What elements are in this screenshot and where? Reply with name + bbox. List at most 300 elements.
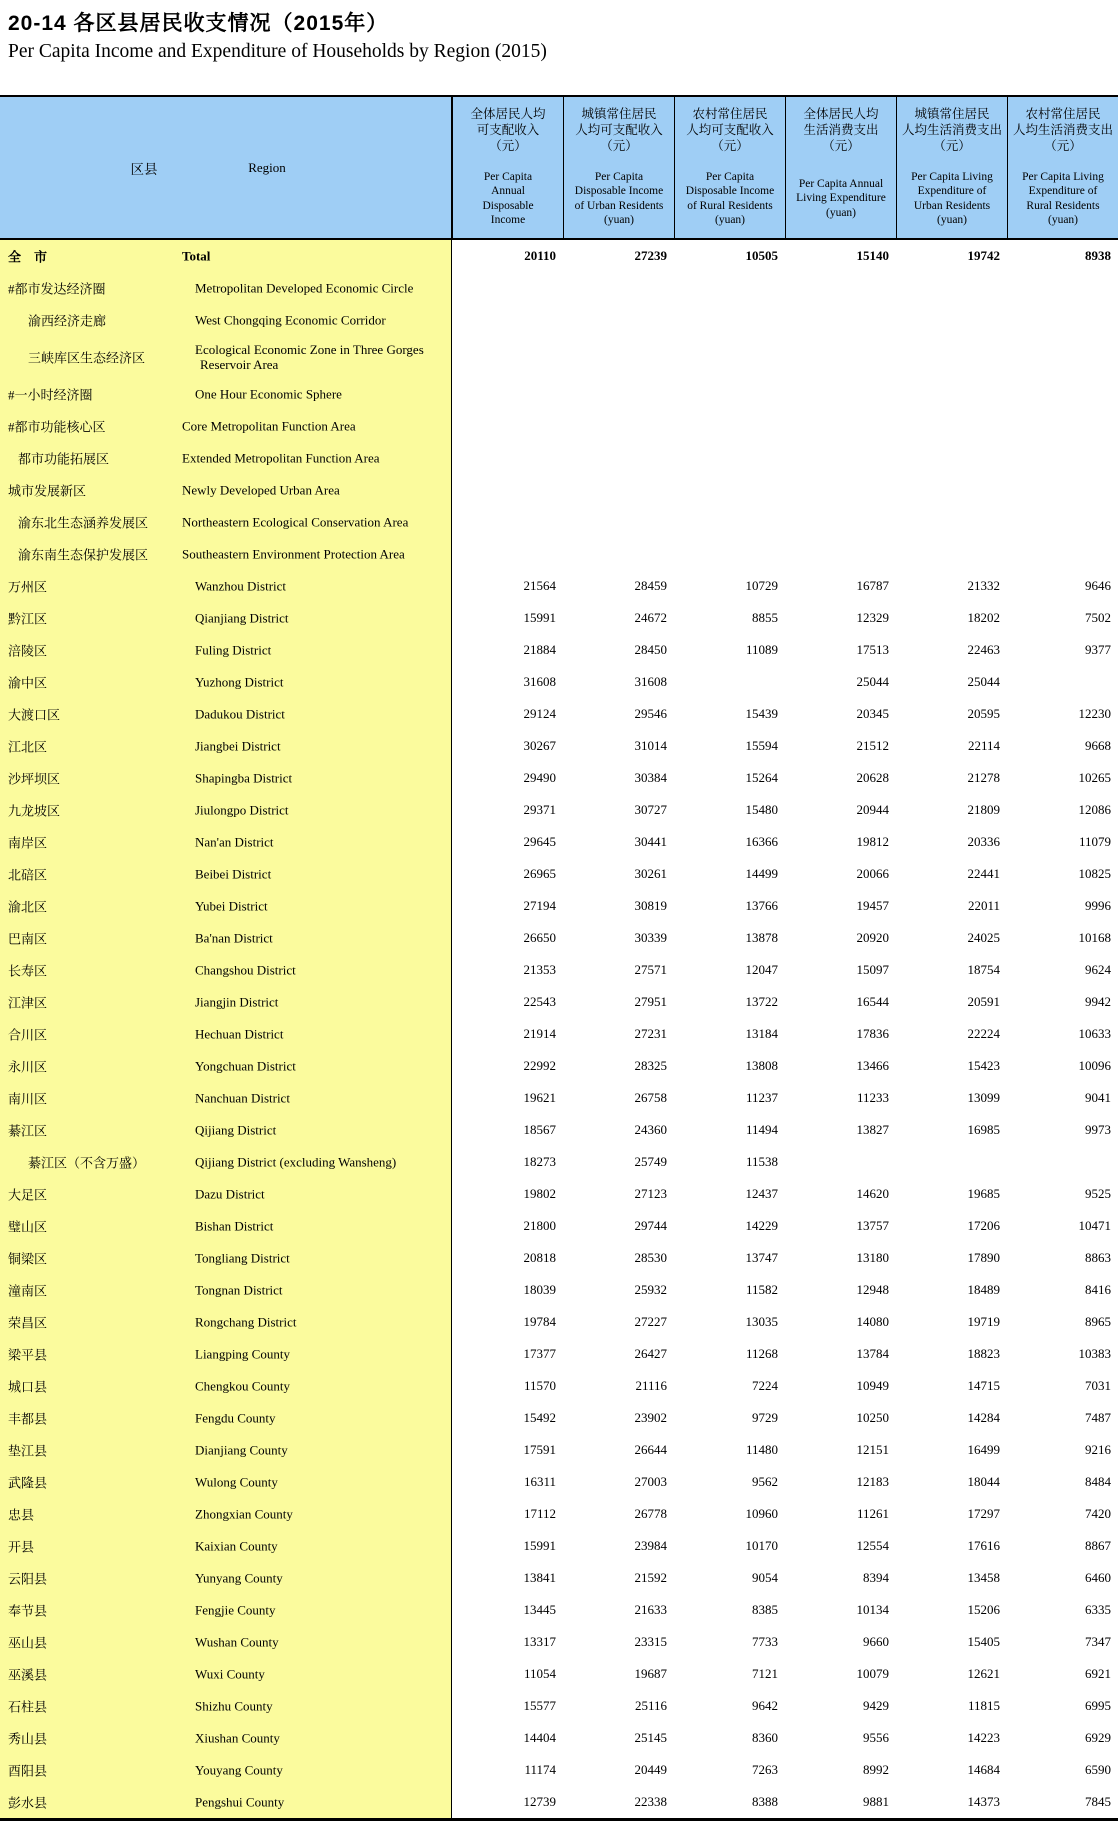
region-cell xyxy=(0,1274,452,1306)
region-name-en: Yongchuan District xyxy=(195,1058,296,1074)
header-region-cell xyxy=(0,97,452,238)
region-cell xyxy=(0,1530,452,1562)
region-cell xyxy=(0,272,452,304)
region-name-cn: 南川区 xyxy=(8,1091,48,1107)
region-name-en: Fengjie County xyxy=(195,1602,276,1618)
region-name-cn: 大足区 xyxy=(8,1187,48,1203)
region-cell xyxy=(0,304,452,336)
table-row xyxy=(0,1178,1118,1210)
value-cell-col4 xyxy=(785,272,896,304)
value-cell-col3: 10729 xyxy=(745,578,778,593)
value-cell-col3 xyxy=(674,666,785,698)
table-row xyxy=(0,1402,1118,1434)
value-cell-col4 xyxy=(785,304,896,336)
value-cell-col2 xyxy=(563,442,674,474)
value-cell-col6: 8416 xyxy=(1085,1282,1111,1297)
value-cell-col1: 22992 xyxy=(523,1058,556,1073)
region-name-en: Fengdu County xyxy=(195,1410,276,1426)
value-cell-col5: 25044 xyxy=(967,674,1000,689)
value-cell-col6: 10096 xyxy=(1078,1058,1111,1073)
value-cell-col3: 11480 xyxy=(745,1442,778,1457)
value-cell-col3: 11538 xyxy=(745,1154,778,1169)
region-name-en: Tongnan District xyxy=(195,1282,283,1298)
value-cell-col5 xyxy=(896,506,1007,538)
value-cell-col3: 11237 xyxy=(745,1090,778,1105)
region-name-cn: 綦江区 xyxy=(8,1123,48,1139)
column-header-en: Per Capita Annual Living Expenditure (yuan) xyxy=(796,177,886,219)
region-name-cn: 开县 xyxy=(8,1539,35,1555)
value-cell-col1: 15492 xyxy=(523,1410,556,1425)
table-row xyxy=(0,794,1118,826)
region-cell xyxy=(0,474,452,506)
region-cell xyxy=(0,1498,452,1530)
region-name-cn: 潼南区 xyxy=(8,1283,48,1299)
value-cell-col5 xyxy=(896,336,1007,378)
column-header-cn: 农村常住居民 人均生活消费支出 （元） xyxy=(1012,107,1113,153)
value-cell-col4: 19457 xyxy=(856,898,889,913)
value-cell-col1 xyxy=(452,378,563,410)
table-row xyxy=(0,1658,1118,1690)
value-cell-col5: 20591 xyxy=(967,994,1000,1009)
value-cell-col4 xyxy=(785,538,896,570)
region-name-en: Fuling District xyxy=(195,642,272,658)
value-cell-col2: 27003 xyxy=(634,1474,667,1489)
region-name-en: Newly Developed Urban Area xyxy=(182,482,340,498)
value-cell-col3: 13766 xyxy=(745,898,778,913)
value-cell-col2: 30819 xyxy=(634,898,667,913)
region-cell xyxy=(0,538,452,570)
table-row xyxy=(0,1690,1118,1722)
value-cell-col4 xyxy=(785,410,896,442)
table-row xyxy=(0,922,1118,954)
value-cell-col4: 12554 xyxy=(856,1538,889,1553)
region-cell xyxy=(0,954,452,986)
value-cell-col2 xyxy=(563,272,674,304)
region-name-en: Jiulongpo District xyxy=(195,802,289,818)
region-name-cn: 石柱县 xyxy=(8,1699,48,1715)
value-cell-col1: 20110 xyxy=(524,248,556,263)
value-cell-col4: 20345 xyxy=(856,706,889,721)
value-cell-col2: 27571 xyxy=(634,962,667,977)
region-name-en: Metropolitan Developed Economic Circle xyxy=(195,280,414,296)
table-row xyxy=(0,1338,1118,1370)
value-cell-col2: 28450 xyxy=(634,642,667,657)
region-cell xyxy=(0,730,452,762)
value-cell-col2: 23315 xyxy=(634,1634,667,1649)
value-cell-col1: 12739 xyxy=(523,1794,556,1809)
value-cell-col3 xyxy=(674,506,785,538)
value-cell-col6 xyxy=(1007,304,1118,336)
value-cell-col4: 11233 xyxy=(856,1090,889,1105)
region-name-en: Hechuan District xyxy=(195,1026,284,1042)
value-cell-col2: 28459 xyxy=(634,578,667,593)
value-cell-col2: 25749 xyxy=(634,1154,667,1169)
value-cell-col2 xyxy=(563,336,674,378)
value-cell-col3: 11268 xyxy=(745,1346,778,1361)
region-name-cn: 巴南区 xyxy=(8,931,48,947)
value-cell-col1: 18273 xyxy=(523,1154,556,1169)
region-name-cn: 永川区 xyxy=(8,1059,48,1075)
value-cell-col2: 26778 xyxy=(634,1506,667,1521)
value-cell-col1 xyxy=(452,336,563,378)
table-row xyxy=(0,506,1118,538)
table-row xyxy=(0,1594,1118,1626)
region-cell xyxy=(0,986,452,1018)
value-cell-col6: 7487 xyxy=(1085,1410,1111,1425)
value-cell-col4: 20628 xyxy=(856,770,889,785)
region-name-en: Kaixian County xyxy=(195,1538,278,1554)
region-name-cn: 九龙坡区 xyxy=(8,803,61,819)
table-row xyxy=(0,1082,1118,1114)
region-name-en: Youyang County xyxy=(195,1762,283,1778)
value-cell-col5: 18823 xyxy=(967,1346,1000,1361)
column-header-en: Per Capita Disposable Income of Rural Residents (yuan) xyxy=(685,170,775,226)
value-cell-col6: 6460 xyxy=(1085,1570,1111,1585)
value-cell-col2: 23984 xyxy=(634,1538,667,1553)
value-cell-col4: 8394 xyxy=(863,1570,889,1585)
value-cell-col4: 10134 xyxy=(856,1602,889,1617)
region-name-cn: 綦江区（不含万盛） xyxy=(28,1155,146,1171)
value-cell-col3 xyxy=(674,474,785,506)
value-cell-col1: 22543 xyxy=(523,994,556,1009)
value-cell-col4: 9660 xyxy=(863,1634,889,1649)
value-cell-col3: 15439 xyxy=(745,706,778,721)
table-row xyxy=(0,442,1118,474)
value-cell-col4: 14620 xyxy=(856,1186,889,1201)
value-cell-col6: 9668 xyxy=(1085,738,1111,753)
region-name-en: Extended Metropolitan Function Area xyxy=(182,450,380,466)
value-cell-col1: 31608 xyxy=(523,674,556,689)
value-cell-col4: 25044 xyxy=(856,674,889,689)
region-name-en: Yunyang County xyxy=(195,1570,283,1586)
value-cell-col1: 16311 xyxy=(523,1474,556,1489)
value-cell-col6: 7031 xyxy=(1085,1378,1111,1393)
value-cell-col3: 7121 xyxy=(752,1666,778,1681)
value-cell-col2: 22338 xyxy=(634,1794,667,1809)
table-row xyxy=(0,378,1118,410)
value-cell-col5: 14684 xyxy=(967,1762,1000,1777)
region-name-en: Jiangbei District xyxy=(195,738,281,754)
region-name-en: Core Metropolitan Function Area xyxy=(182,418,356,434)
value-cell-col1: 27194 xyxy=(523,898,556,913)
region-name-en: Xiushan County xyxy=(195,1730,280,1746)
region-name-cn: 渝中区 xyxy=(8,675,48,691)
table-header xyxy=(0,95,1118,240)
value-cell-col4: 12329 xyxy=(856,610,889,625)
value-cell-col4: 14080 xyxy=(856,1314,889,1329)
value-cell-col4: 10949 xyxy=(856,1378,889,1393)
region-cell xyxy=(0,666,452,698)
value-cell-col1 xyxy=(452,474,563,506)
table-row xyxy=(0,1498,1118,1530)
table-row xyxy=(0,1530,1118,1562)
value-cell-col1 xyxy=(452,506,563,538)
value-cell-col2: 27231 xyxy=(634,1026,667,1041)
table-row xyxy=(0,304,1118,336)
region-name-cn: 渝东北生态涵养发展区 xyxy=(18,515,149,531)
region-cell xyxy=(0,336,452,378)
value-cell-col2: 26758 xyxy=(634,1090,667,1105)
value-cell-col4: 13827 xyxy=(856,1122,889,1137)
value-cell-col3: 11494 xyxy=(745,1122,778,1137)
region-name-cn: 彭水县 xyxy=(8,1795,48,1811)
value-cell-col3 xyxy=(674,442,785,474)
region-cell xyxy=(0,1338,452,1370)
value-cell-col3 xyxy=(674,378,785,410)
table-row xyxy=(0,1242,1118,1274)
region-name-en: Wulong County xyxy=(195,1474,278,1490)
table-row xyxy=(0,1210,1118,1242)
value-cell-col6: 9973 xyxy=(1085,1122,1111,1137)
value-cell-col2: 26427 xyxy=(634,1346,667,1361)
value-cell-col2: 20449 xyxy=(634,1762,667,1777)
table-row xyxy=(0,1786,1118,1818)
value-cell-col3: 12437 xyxy=(745,1186,778,1201)
value-cell-col6: 10633 xyxy=(1078,1026,1111,1041)
region-name-cn: 万州区 xyxy=(8,579,48,595)
value-cell-col2: 30727 xyxy=(634,802,667,817)
value-cell-col5: 17890 xyxy=(967,1250,1000,1265)
value-cell-col2: 25145 xyxy=(634,1730,667,1745)
table-row xyxy=(0,602,1118,634)
value-cell-col5 xyxy=(896,378,1007,410)
value-cell-col6: 9377 xyxy=(1085,642,1111,657)
region-name-en: Shapingba District xyxy=(195,770,293,786)
table-row xyxy=(0,240,1118,272)
value-cell-col6: 9996 xyxy=(1085,898,1111,913)
value-cell-col4: 9556 xyxy=(863,1730,889,1745)
value-cell-col4: 8992 xyxy=(863,1762,889,1777)
region-name-cn: 渝西经济走廊 xyxy=(28,313,107,329)
value-cell-col6: 9624 xyxy=(1085,962,1111,977)
region-name-en: Pengshui County xyxy=(195,1794,285,1810)
table-row xyxy=(0,1274,1118,1306)
region-name-cn: #都市功能核心区 xyxy=(8,419,106,435)
table-row xyxy=(0,986,1118,1018)
value-cell-col4: 13784 xyxy=(856,1346,889,1361)
value-cell-col6 xyxy=(1007,410,1118,442)
value-cell-col1: 29371 xyxy=(523,802,556,817)
value-cell-col5: 13458 xyxy=(967,1570,1000,1585)
region-cell xyxy=(0,1402,452,1434)
value-cell-col5 xyxy=(896,410,1007,442)
region-cell xyxy=(0,1594,452,1626)
region-cell xyxy=(0,890,452,922)
region-cell xyxy=(0,1626,452,1658)
value-cell-col4 xyxy=(785,506,896,538)
value-cell-col1: 15991 xyxy=(523,1538,556,1553)
value-cell-col3: 7263 xyxy=(752,1762,778,1777)
region-name-en: Wanzhou District xyxy=(195,578,287,594)
region-cell xyxy=(0,634,452,666)
value-cell-col3: 8385 xyxy=(752,1602,778,1617)
value-cell-col1: 19784 xyxy=(523,1314,556,1329)
value-cell-col2: 27239 xyxy=(634,248,667,263)
value-cell-col5: 11815 xyxy=(967,1698,1000,1713)
column-header-cn: 城镇常住居民 人均生活消费支出 （元） xyxy=(901,107,1002,153)
region-cell xyxy=(0,1690,452,1722)
value-cell-col6 xyxy=(1007,506,1118,538)
region-name-cn: 渝北区 xyxy=(8,899,48,915)
value-cell-col3: 8388 xyxy=(752,1794,778,1809)
value-cell-col1: 11570 xyxy=(523,1378,556,1393)
column-header-cn: 全体居民人均 可支配收入 （元） xyxy=(470,107,546,153)
region-name-en: Yubei District xyxy=(195,898,268,914)
region-cell xyxy=(0,1082,452,1114)
region-name-en: Bishan District xyxy=(195,1218,274,1234)
region-cell xyxy=(0,1786,452,1818)
region-cell xyxy=(0,1466,452,1498)
value-cell-col4: 20920 xyxy=(856,930,889,945)
region-name-en: Changshou District xyxy=(195,962,296,978)
region-name-cn: 全 市 xyxy=(8,249,48,265)
value-cell-col3 xyxy=(674,538,785,570)
region-cell xyxy=(0,1370,452,1402)
value-cell-col1: 26965 xyxy=(523,866,556,881)
value-cell-col1: 19621 xyxy=(523,1090,556,1105)
value-cell-col6: 7347 xyxy=(1085,1634,1111,1649)
value-cell-col4: 12183 xyxy=(856,1474,889,1489)
value-cell-col2: 31014 xyxy=(634,738,667,753)
value-cell-col2: 26644 xyxy=(634,1442,667,1457)
value-cell-col4: 12151 xyxy=(856,1442,889,1457)
value-cell-col2: 30441 xyxy=(634,834,667,849)
value-cell-col5: 16499 xyxy=(967,1442,1000,1457)
value-cell-col6: 8938 xyxy=(1085,248,1111,263)
value-cell-col5 xyxy=(896,442,1007,474)
region-cell xyxy=(0,1242,452,1274)
value-cell-col2: 27227 xyxy=(634,1314,667,1329)
value-cell-col1: 13841 xyxy=(523,1570,556,1585)
column-header-5 xyxy=(896,97,1007,238)
value-cell-col6: 10383 xyxy=(1078,1346,1111,1361)
region-name-en: Beibei District xyxy=(195,866,272,882)
value-cell-col3: 8360 xyxy=(752,1730,778,1745)
value-cell-col5 xyxy=(896,1146,1007,1178)
table-row xyxy=(0,730,1118,762)
region-name-en: Qijiang District xyxy=(195,1122,277,1138)
value-cell-col4: 11261 xyxy=(856,1506,889,1521)
value-cell-col2 xyxy=(563,410,674,442)
region-name-cn: 璧山区 xyxy=(8,1219,48,1235)
value-cell-col6: 9041 xyxy=(1085,1090,1111,1105)
region-name-en: Rongchang District xyxy=(195,1314,297,1330)
value-cell-col1: 21353 xyxy=(523,962,556,977)
value-cell-col1: 21914 xyxy=(523,1026,556,1041)
value-cell-col4: 15140 xyxy=(856,248,889,263)
value-cell-col2: 24672 xyxy=(634,610,667,625)
region-cell xyxy=(0,698,452,730)
value-cell-col6: 6929 xyxy=(1085,1730,1111,1745)
value-cell-col5: 21332 xyxy=(967,578,1000,593)
region-cell xyxy=(0,1210,452,1242)
value-cell-col1: 19802 xyxy=(523,1186,556,1201)
value-cell-col6: 7845 xyxy=(1085,1794,1111,1809)
region-name-en: Wushan County xyxy=(195,1634,279,1650)
value-cell-col4: 21512 xyxy=(856,738,889,753)
region-cell xyxy=(0,240,452,272)
region-name-cn: 梁平县 xyxy=(8,1347,48,1363)
value-cell-col3: 11089 xyxy=(745,642,778,657)
region-cell xyxy=(0,602,452,634)
value-cell-col5: 13099 xyxy=(967,1090,1000,1105)
region-name-cn: 丰都县 xyxy=(8,1411,48,1427)
table-row xyxy=(0,570,1118,602)
value-cell-col1 xyxy=(452,410,563,442)
value-cell-col6 xyxy=(1007,666,1118,698)
value-cell-col5: 20595 xyxy=(967,706,1000,721)
value-cell-col6 xyxy=(1007,538,1118,570)
region-name-cn: 大渡口区 xyxy=(8,707,61,723)
value-cell-col2: 25116 xyxy=(634,1698,667,1713)
region-cell xyxy=(0,1658,452,1690)
value-cell-col5: 18754 xyxy=(967,962,1000,977)
value-cell-col2: 25932 xyxy=(634,1282,667,1297)
value-cell-col5: 14223 xyxy=(967,1730,1000,1745)
value-cell-col6: 12230 xyxy=(1078,706,1111,721)
value-cell-col6: 8965 xyxy=(1085,1314,1111,1329)
region-cell xyxy=(0,570,452,602)
table-row xyxy=(0,698,1118,730)
region-name-en: Qianjiang District xyxy=(195,610,289,626)
value-cell-col1: 29490 xyxy=(523,770,556,785)
region-name-cn: 巫溪县 xyxy=(8,1667,48,1683)
value-cell-col3: 10960 xyxy=(745,1506,778,1521)
value-cell-col6: 9525 xyxy=(1085,1186,1111,1201)
region-name-en: Total xyxy=(182,248,211,264)
value-cell-col6: 6995 xyxy=(1085,1698,1111,1713)
value-cell-col5 xyxy=(896,272,1007,304)
value-cell-col5: 12621 xyxy=(967,1666,1000,1681)
header-label-quxian: 区县 xyxy=(130,161,158,177)
region-name-cn: 云阳县 xyxy=(8,1571,48,1587)
value-cell-col5: 17616 xyxy=(967,1538,1000,1553)
value-cell-col6 xyxy=(1007,378,1118,410)
region-cell xyxy=(0,1306,452,1338)
table-row xyxy=(0,474,1118,506)
region-cell xyxy=(0,378,452,410)
value-cell-col6 xyxy=(1007,474,1118,506)
value-cell-col1: 15577 xyxy=(523,1698,556,1713)
value-cell-col5 xyxy=(896,304,1007,336)
value-cell-col3: 9562 xyxy=(752,1474,778,1489)
value-cell-col2: 28530 xyxy=(634,1250,667,1265)
value-cell-col4: 16787 xyxy=(856,578,889,593)
value-cell-col1: 30267 xyxy=(523,738,556,753)
value-cell-col5: 21278 xyxy=(967,770,1000,785)
value-cell-col3: 16366 xyxy=(745,834,778,849)
region-name-en: Chengkou County xyxy=(195,1378,290,1394)
region-name-cn: 都市功能拓展区 xyxy=(18,451,110,467)
table-row xyxy=(0,1434,1118,1466)
column-header-4 xyxy=(785,97,896,238)
region-name-cn: 涪陵区 xyxy=(8,643,48,659)
value-cell-col4: 19812 xyxy=(856,834,889,849)
region-cell xyxy=(0,794,452,826)
value-cell-col5: 21809 xyxy=(967,802,1000,817)
table-row xyxy=(0,634,1118,666)
region-name-en: Qijiang District (excluding Wansheng) xyxy=(195,1154,397,1170)
value-cell-col3: 13035 xyxy=(745,1314,778,1329)
value-cell-col3: 9054 xyxy=(752,1570,778,1585)
column-header-2 xyxy=(563,97,674,238)
value-cell-col5: 14715 xyxy=(967,1378,1000,1393)
value-cell-col5: 22441 xyxy=(967,866,1000,881)
region-name-cn: 忠县 xyxy=(8,1507,35,1523)
value-cell-col6 xyxy=(1007,442,1118,474)
region-name-en: Shizhu County xyxy=(195,1698,273,1714)
value-cell-col4: 13757 xyxy=(856,1218,889,1233)
